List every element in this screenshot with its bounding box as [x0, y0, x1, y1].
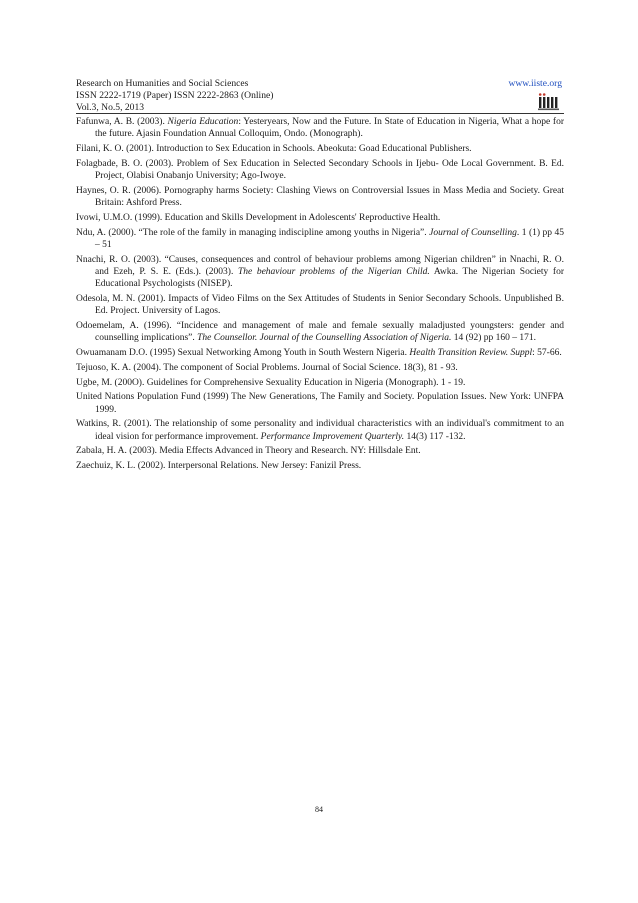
reference-text: Owuamanam D.O. (1995) Sexual Networking Among Youth in South Western Nigeria.	[76, 347, 410, 358]
reference-text: Ivowi, U.M.O. (1999). Education and Skills Development in Adolescents' Reproductive Health.	[76, 212, 441, 223]
reference-italic-title: Journal of Counselling	[429, 227, 517, 238]
reference-text: Filani, K. O. (2001). Introduction to Sex Education in Schools. Abeokuta: Goad Educational Publishers.	[76, 144, 472, 154]
reference-entry	[76, 116, 564, 140]
reference-entry	[76, 445, 564, 457]
reference-text-tail: 14 (92) pp 160 – 171.	[451, 333, 537, 343]
reference-entry	[76, 227, 564, 251]
reference-entry	[76, 347, 564, 359]
journal-header	[76, 78, 564, 114]
reference-text: Ndu, A. (2000). “The role of the family in managing indiscipline among youths in Nigeria”.	[76, 227, 430, 238]
reference-text: Tejuoso, K. A. (2004). The component of Social Problems. Journal of Social Science. 18(3), 81 - 93.	[76, 362, 458, 373]
reference-text: Ugbe, M. (200O). Guidelines for Comprehensive Sexuality Education in Nigeria (Monograph). 1 - 19.	[76, 377, 466, 388]
reference-list	[76, 116, 564, 475]
reference-text: Haynes, O. R. (2006). Pornography harms Society: Clashing Views on Controversial Issues in Mass Media and Society. Great Britain: Ashford Press.	[76, 185, 564, 208]
reference-entry	[76, 185, 564, 209]
reference-entry	[76, 460, 564, 472]
reference-text: Zabala, H. A. (2003). Media Effects Advanced in Theory and Research. NY: Hillsdale Ent.	[76, 446, 421, 457]
reference-text: Watkins, R. (2001). The relationship of some personality and individual characteristics with an individual's commitment to an ideal vision for performance improvement.	[76, 419, 564, 442]
reference-text-tail: : 57-66.	[532, 347, 562, 358]
reference-text-tail: Awka. The Nigerian Society for Educational Psychologists (NISEP).	[95, 266, 564, 289]
reference-text: Fafunwa, A. B. (2003).	[76, 117, 168, 127]
reference-italic-title: Health Transition Review. Suppl	[409, 347, 533, 358]
reference-italic-title: The behaviour problems of the Nigerian Child.	[237, 266, 430, 277]
reference-entry	[76, 212, 564, 224]
iiste-logo-icon	[538, 91, 560, 111]
volume-line: Vol.3, No.5, 2013	[76, 102, 145, 113]
reference-entry	[76, 362, 564, 374]
reference-text: Folagbade, B. O. (2003). Problem of Sex Education in Selected Secondary Schools in Ijebu- Ode Local Government. B. Ed. Project, Olabisi Onabanjo University; Ago-Iwoye.	[76, 158, 564, 181]
reference-entry	[76, 391, 564, 415]
reference-entry	[76, 158, 564, 182]
reference-entry	[76, 377, 564, 389]
reference-text: Zaechuiz, K. L. (2002). Interpersonal Relations. New Jersey: Fanizil Press.	[76, 461, 362, 472]
journal-title: Research on Humanities and Social Sciences	[76, 78, 249, 89]
reference-text: Nnachi, R. O. (2003). “Causes, consequences and control of behaviour problems among Nigerian children” in Nnachi, R. O. and Ezeh, P. S. E. (Eds.). (2003).	[76, 254, 564, 277]
reference-entry	[76, 418, 564, 442]
reference-text: Odoemelam, A. (1996). “Incidence and management of male and female sexually maladjusted youngsters: gender and counselling implications”.	[76, 320, 564, 343]
reference-entry	[76, 254, 564, 290]
reference-italic-title: Performance Improvement Quarterly.	[260, 431, 405, 442]
issn-line: ISSN 2222-1719 (Paper) ISSN 2222-2863 (Online)	[76, 90, 274, 101]
page-number: 84	[315, 805, 323, 814]
reference-text: Odesola, M. N. (2001). Impacts of Video Films on the Sex Attitudes of Students in Senior Secondary Schools. Unpublished B. Ed. Project. University of Lagos.	[76, 293, 564, 316]
reference-text-tail: . 1 (1) pp 45 – 51	[95, 227, 565, 250]
reference-entry	[76, 293, 564, 317]
reference-text-tail: : Yesteryears, Now and the Future. In State of Education in Nigeria, What a hope for the future. Ajasin Foundation Annual Colloquim, Ondo. (Monograph).	[95, 117, 564, 140]
header-divider	[76, 113, 564, 114]
reference-entry	[76, 143, 564, 155]
reference-text: United Nations Population Fund (1999) The New Generations, The Family and Society. Population Issues. New York: UNFPA 1999.	[76, 392, 564, 415]
reference-italic-title: Nigeria Education	[167, 117, 239, 127]
reference-text-tail: 14(3) 117 -132.	[404, 431, 466, 442]
reference-italic-title: The Counsellor. Journal of the Counselling Association of Nigeria.	[197, 333, 452, 343]
reference-entry	[76, 320, 564, 344]
journal-url-link[interactable]: www.iiste.org	[508, 78, 562, 89]
